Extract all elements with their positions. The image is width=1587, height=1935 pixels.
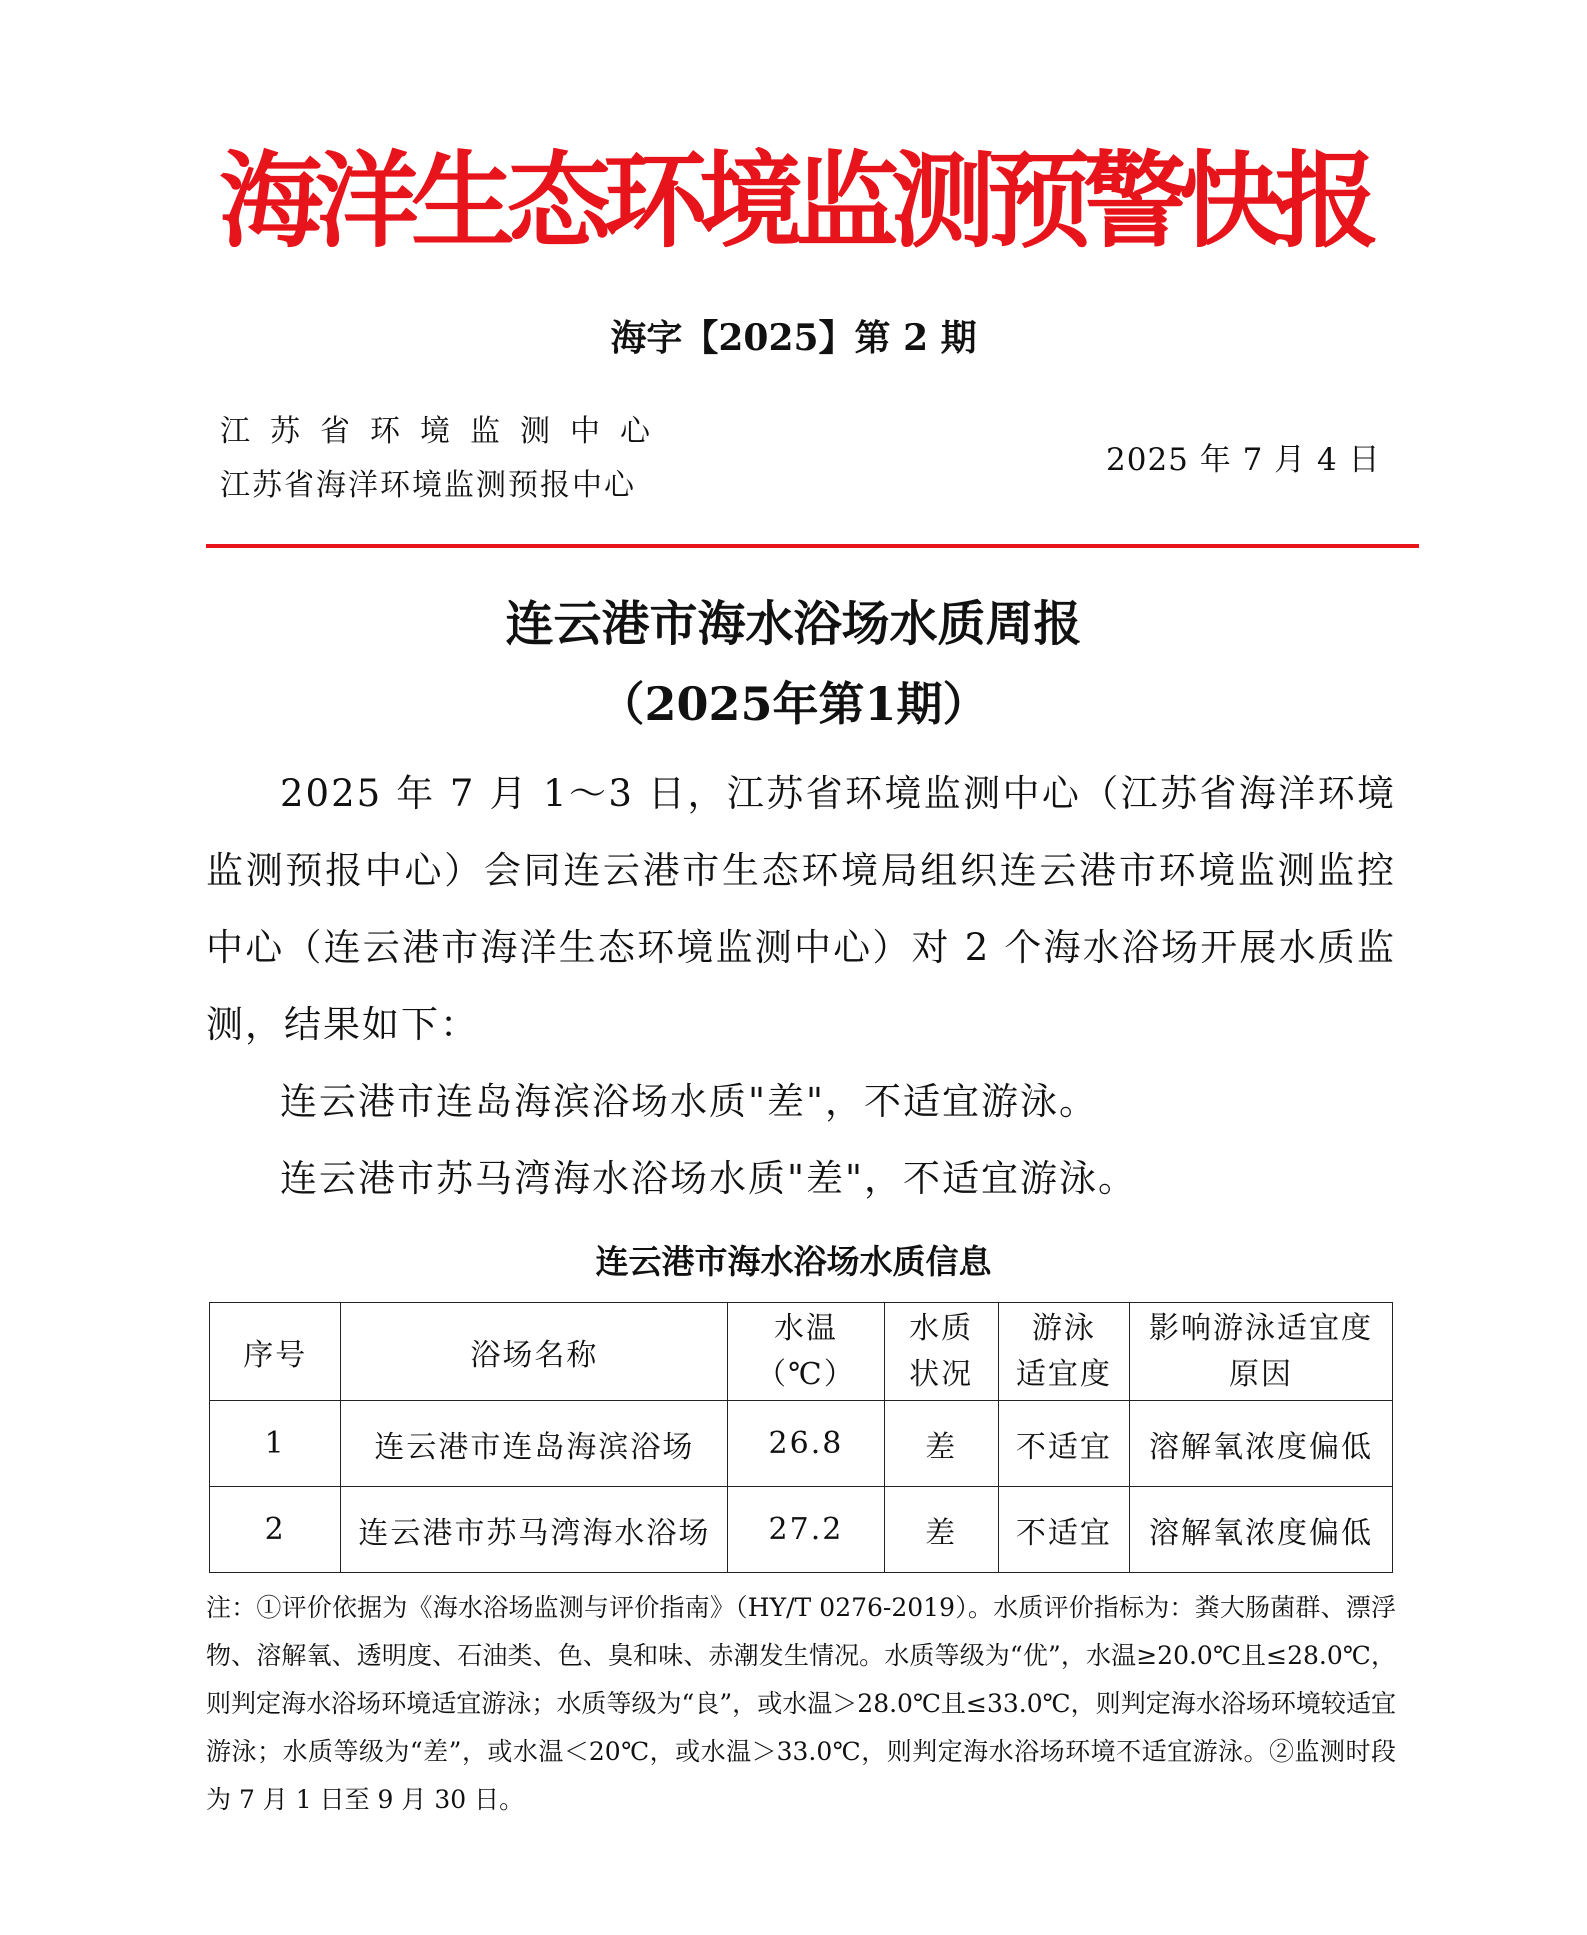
header-swim-line1: 游泳: [1031, 1310, 1096, 1346]
header-reason-line1: 影响游泳适宜度: [1149, 1310, 1374, 1346]
cell-quality: 差: [884, 1487, 998, 1573]
report-subtitle: （2025年第1期）: [598, 677, 989, 731]
cell-swim: 不适宜: [998, 1401, 1129, 1487]
report-title: 连云港市海水浴场水质周报: [505, 596, 1082, 652]
cell-no: 1: [210, 1401, 341, 1487]
cell-quality: 差: [884, 1401, 998, 1487]
table-row: [210, 1401, 1393, 1487]
header-quality-line2: 状况: [909, 1356, 974, 1392]
table-header-row: [210, 1303, 1393, 1401]
header-name: 浴场名称: [341, 1303, 728, 1401]
footnote: 注：①评价依据为《海水浴场监测与评价指南》（HY/T 0276-2019）。水质评价指标为：粪大肠菌群、漂浮物、溶解氧、透明度、石油类、色、臭和味、赤潮发生情况。水质等级为“优”，水温≥20.0℃且≤28.0℃，则判定海水浴场环境适宜游泳；水质等级为“良”，或水温＞28.0℃且≤33.0℃，则判定海水浴场环境较适宜游泳；水质等级为“差”，或水温＜20℃，或水温＞33.0℃，则判定海水浴场环境不适宜游泳。②监测时段为 7 月 1 日至 9 月 30 日。: [206, 1593, 1396, 1814]
header-reason-line2: 原因: [1229, 1356, 1294, 1392]
header-quality-line1: 水质: [909, 1310, 974, 1346]
header-temp-line2: （℃）: [756, 1356, 856, 1392]
water-quality-table: [209, 1302, 1393, 1573]
header-temp: [728, 1303, 884, 1401]
table-title: 连云港市海水浴场水质信息: [595, 1242, 992, 1281]
cell-temp: 26.8: [728, 1401, 884, 1487]
report-body: [206, 755, 1396, 1217]
body-paragraph-result-1: 连云港市连岛海滨浴场水质"差"，不适宜游泳。: [280, 1080, 1099, 1123]
header-no: 序号: [210, 1303, 341, 1401]
issue-date: 2025 年 7 月 4 日: [1106, 442, 1381, 478]
table-row: [210, 1487, 1393, 1573]
body-paragraph-intro: 2025 年 7 月 1～3 日，江苏省环境监测中心（江苏省海洋环境监测预报中心）会同连云港市生态环境局组织连云港市环境监测监控中心（连云港市海洋生态环境监测中心）对 2 个海水浴场开展水质监测，结果如下：: [206, 772, 1396, 1046]
cell-reason: 溶解氧浓度偏低: [1130, 1487, 1393, 1573]
header-reason: [1130, 1303, 1393, 1401]
cell-swim: 不适宜: [998, 1487, 1129, 1573]
cell-name: 连云港市连岛海滨浴场: [341, 1401, 728, 1487]
cell-name: 连云港市苏马湾海水浴场: [341, 1487, 728, 1573]
red-divider: [206, 544, 1419, 548]
cell-reason: 溶解氧浓度偏低: [1130, 1401, 1393, 1487]
cell-temp: 27.2: [728, 1487, 884, 1573]
issuer-line-2: 江苏省海洋环境监测预报中心: [220, 468, 636, 503]
header-temp-line1: 水温: [773, 1310, 838, 1346]
issue-number: 海字【2025】第 2 期: [610, 317, 977, 359]
header-quality: [884, 1303, 998, 1401]
body-paragraph-result-2: 连云港市苏马湾海水浴场水质"差"，不适宜游泳。: [280, 1157, 1138, 1200]
cell-no: 2: [210, 1487, 341, 1573]
header-swim-line2: 适宜度: [1015, 1356, 1112, 1392]
header-swim: [998, 1303, 1129, 1401]
issuer-line-1: 江苏省环境监测中心: [220, 414, 670, 449]
masthead-title: 海洋生态环境监测预警快报: [218, 139, 1371, 262]
